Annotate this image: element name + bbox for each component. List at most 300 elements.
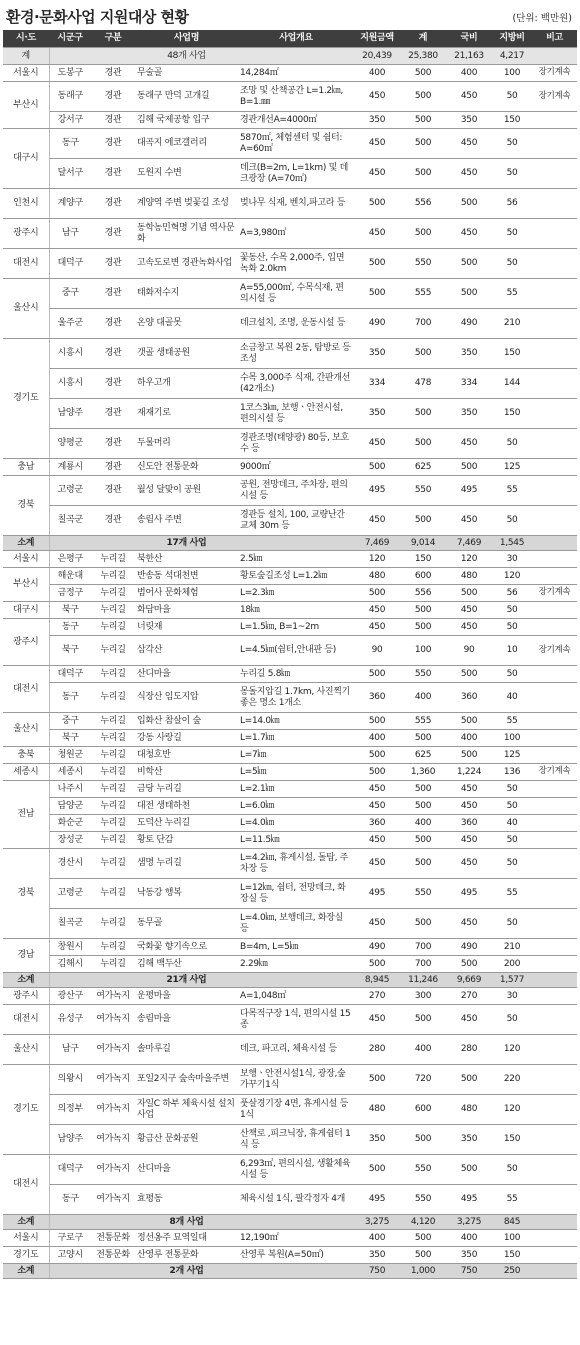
project-summary-cell: 14,284㎡ bbox=[238, 65, 354, 82]
sum-cell: 500 bbox=[400, 909, 446, 939]
support-amount-cell: 500 bbox=[354, 189, 400, 219]
sum-cell: 500 bbox=[400, 798, 446, 815]
subtotal-support: 7,469 bbox=[354, 536, 400, 551]
subtotal-count: 17개 사업 bbox=[135, 536, 238, 551]
remark-cell bbox=[532, 602, 577, 619]
subtotal-local: 1,577 bbox=[492, 973, 532, 988]
support-amount-cell: 450 bbox=[354, 129, 400, 159]
sigungu-cell: 해운대 bbox=[49, 568, 91, 585]
col-header: 시·도 bbox=[3, 30, 49, 48]
category-cell: 경관 bbox=[91, 112, 135, 129]
local-cell: 50 bbox=[492, 506, 532, 536]
local-cell: 50 bbox=[492, 619, 532, 636]
sigungu-cell: 의정부 bbox=[49, 1095, 91, 1125]
project-summary-cell: L=6.0㎞ bbox=[238, 798, 354, 815]
project-name-cell: 신도안 전통문화 bbox=[135, 459, 238, 476]
remark-cell bbox=[532, 476, 577, 506]
project-name-cell: 재재기로 bbox=[135, 399, 238, 429]
table-row bbox=[3, 459, 577, 476]
support-amount-cell: 90 bbox=[354, 636, 400, 666]
sigungu-cell: 창원시 bbox=[49, 939, 91, 956]
sigungu-cell: 담양군 bbox=[49, 798, 91, 815]
remark-cell bbox=[532, 1155, 577, 1185]
project-summary-cell: L=5㎞ bbox=[238, 764, 354, 781]
table-row bbox=[3, 1230, 577, 1247]
sido-cell: 충남 bbox=[3, 459, 49, 476]
category-cell: 전통문화 bbox=[91, 1247, 135, 1264]
sum-cell: 500 bbox=[400, 619, 446, 636]
empty-cell bbox=[49, 48, 91, 65]
remark-cell bbox=[532, 666, 577, 683]
support-amount-cell: 270 bbox=[354, 988, 400, 1005]
sum-cell: 500 bbox=[400, 339, 446, 369]
sido-cell: 서울시 bbox=[3, 1230, 49, 1247]
project-summary-cell: 누리길 5.8㎞ bbox=[238, 666, 354, 683]
project-name-cell: 산영루 전통문화 bbox=[135, 1247, 238, 1264]
project-summary-cell: 몽돌지압길 1.7km, 사진찍기 좋은 명소 1개소 bbox=[238, 683, 354, 713]
sigungu-cell: 달서구 bbox=[49, 159, 91, 189]
local-cell: 150 bbox=[492, 1247, 532, 1264]
national-cell: 450 bbox=[446, 602, 492, 619]
table-row bbox=[3, 683, 577, 713]
remark-cell bbox=[532, 815, 577, 832]
remark-cell bbox=[532, 1125, 577, 1155]
support-amount-cell: 450 bbox=[354, 602, 400, 619]
category-cell: 경관 bbox=[91, 279, 135, 309]
project-name-cell: 동무골 bbox=[135, 909, 238, 939]
sum-cell: 500 bbox=[400, 159, 446, 189]
table-row bbox=[3, 1185, 577, 1215]
category-cell: 여가녹지 bbox=[91, 1095, 135, 1125]
category-cell: 여가녹지 bbox=[91, 1125, 135, 1155]
project-summary-cell: L=14.0㎞ bbox=[238, 713, 354, 730]
support-amount-cell: 450 bbox=[354, 1005, 400, 1035]
project-name-cell: 갯골 생태공원 bbox=[135, 339, 238, 369]
project-name-cell: 대청호반 bbox=[135, 747, 238, 764]
local-cell: 50 bbox=[492, 1155, 532, 1185]
national-cell: 495 bbox=[446, 879, 492, 909]
table-row bbox=[3, 339, 577, 369]
remark-cell bbox=[532, 730, 577, 747]
national-cell: 350 bbox=[446, 399, 492, 429]
total-count: 48개 사업 bbox=[135, 48, 238, 65]
national-cell: 450 bbox=[446, 781, 492, 798]
category-cell: 경관 bbox=[91, 309, 135, 339]
remark-cell bbox=[532, 1005, 577, 1035]
remark-cell bbox=[532, 568, 577, 585]
sum-cell: 500 bbox=[400, 1247, 446, 1264]
subtotal-support: 750 bbox=[354, 1264, 400, 1279]
table-row bbox=[3, 849, 577, 879]
remark-cell: 장기계속 bbox=[532, 764, 577, 781]
project-summary-cell: 5870㎡, 체험센터 및 쉼터: A=60㎡ bbox=[238, 129, 354, 159]
project-summary-cell: 풋살경기장 4면, 휴게시설 등 1식 bbox=[238, 1095, 354, 1125]
project-summary-cell: 체육시설 1식, 팔각정자 4개 bbox=[238, 1185, 354, 1215]
project-summary-cell: 데크설치, 조명, 운동시설 등 bbox=[238, 309, 354, 339]
project-name-cell: 식장산 임도지압 bbox=[135, 683, 238, 713]
remark-cell bbox=[532, 279, 577, 309]
table-row bbox=[3, 666, 577, 683]
sum-cell: 556 bbox=[400, 189, 446, 219]
table-row bbox=[3, 82, 577, 112]
project-name-cell: 도덕산 누리길 bbox=[135, 815, 238, 832]
total-local: 4,217 bbox=[492, 48, 532, 65]
sigungu-cell: 동구 bbox=[49, 683, 91, 713]
project-name-cell: 도원지 수변 bbox=[135, 159, 238, 189]
support-amount-cell: 500 bbox=[354, 585, 400, 602]
sum-cell: 500 bbox=[400, 219, 446, 249]
national-cell: 280 bbox=[446, 1035, 492, 1065]
local-cell: 50 bbox=[492, 429, 532, 459]
sum-cell: 500 bbox=[400, 1125, 446, 1155]
table-row bbox=[3, 1095, 577, 1125]
national-cell: 450 bbox=[446, 429, 492, 459]
subtotal-row bbox=[3, 1264, 577, 1279]
project-summary-cell: 경관등 설치, 100, 교량난간교체 30m 등 bbox=[238, 506, 354, 536]
national-cell: 350 bbox=[446, 1247, 492, 1264]
sido-cell: 부산시 bbox=[3, 82, 49, 129]
total-national: 21,163 bbox=[446, 48, 492, 65]
category-cell: 경관 bbox=[91, 189, 135, 219]
sido-cell: 서울시 bbox=[3, 65, 49, 82]
national-cell: 450 bbox=[446, 798, 492, 815]
national-cell: 450 bbox=[446, 1005, 492, 1035]
project-summary-cell: A=55,000㎡, 수목식재, 편의시설 등 bbox=[238, 279, 354, 309]
national-cell: 450 bbox=[446, 849, 492, 879]
local-cell: 30 bbox=[492, 551, 532, 568]
sigungu-cell: 강서구 bbox=[49, 112, 91, 129]
table-row bbox=[3, 159, 577, 189]
national-cell: 495 bbox=[446, 476, 492, 506]
support-amount-cell: 350 bbox=[354, 1247, 400, 1264]
category-cell: 경관 bbox=[91, 459, 135, 476]
col-header: 지방비 bbox=[492, 30, 532, 48]
sigungu-cell: 나주시 bbox=[49, 781, 91, 798]
table-row bbox=[3, 129, 577, 159]
sum-cell: 500 bbox=[400, 1005, 446, 1035]
empty-cell bbox=[238, 48, 354, 65]
sum-cell: 100 bbox=[400, 636, 446, 666]
project-summary-cell: 산영루 복원(A=50㎡) bbox=[238, 1247, 354, 1264]
project-summary-cell: L=7㎞ bbox=[238, 747, 354, 764]
support-amount-cell: 500 bbox=[354, 1155, 400, 1185]
local-cell: 150 bbox=[492, 1125, 532, 1155]
project-name-cell: 황토 단감 bbox=[135, 832, 238, 849]
empty-cell bbox=[238, 973, 354, 988]
project-summary-cell: 보행ㆍ안전시설1식, 광장,숲가꾸기1식 bbox=[238, 1065, 354, 1095]
sum-cell: 500 bbox=[400, 429, 446, 459]
sum-cell: 500 bbox=[400, 129, 446, 159]
project-name-cell: 동래구 만덕 고개길 bbox=[135, 82, 238, 112]
project-summary-cell: 9000㎡ bbox=[238, 459, 354, 476]
col-header: 사업개요 bbox=[238, 30, 354, 48]
project-summary-cell: L=12㎞, 쉼터, 전망데크, 화장실 등 bbox=[238, 879, 354, 909]
table-row bbox=[3, 219, 577, 249]
project-name-cell: 송림마을 bbox=[135, 1005, 238, 1035]
total-label: 계 bbox=[3, 48, 49, 65]
empty-cell bbox=[91, 536, 135, 551]
empty-cell bbox=[49, 1215, 91, 1230]
project-name-cell: 삼각산 bbox=[135, 636, 238, 666]
project-summary-cell: 벚나무 식재, 벤치,파고라 등 bbox=[238, 189, 354, 219]
table-row bbox=[3, 112, 577, 129]
national-cell: 450 bbox=[446, 506, 492, 536]
sigungu-cell: 대덕구 bbox=[49, 249, 91, 279]
national-cell: 480 bbox=[446, 568, 492, 585]
category-cell: 경관 bbox=[91, 476, 135, 506]
table-row bbox=[3, 1155, 577, 1185]
category-cell: 누리길 bbox=[91, 956, 135, 973]
sigungu-cell: 북구 bbox=[49, 730, 91, 747]
support-amount-cell: 480 bbox=[354, 1095, 400, 1125]
sum-cell: 500 bbox=[400, 65, 446, 82]
project-name-cell: 북한산 bbox=[135, 551, 238, 568]
sido-cell: 대구시 bbox=[3, 129, 49, 189]
local-cell: 125 bbox=[492, 459, 532, 476]
remark-cell bbox=[532, 159, 577, 189]
category-cell: 경관 bbox=[91, 506, 135, 536]
remark-cell bbox=[532, 219, 577, 249]
sido-cell: 광주시 bbox=[3, 619, 49, 666]
sum-cell: 600 bbox=[400, 1095, 446, 1125]
remark-cell bbox=[532, 369, 577, 399]
local-cell: 50 bbox=[492, 849, 532, 879]
local-cell: 40 bbox=[492, 683, 532, 713]
support-amount-cell: 450 bbox=[354, 849, 400, 879]
project-name-cell: 너릿재 bbox=[135, 619, 238, 636]
project-name-cell: 송림사 주변 bbox=[135, 506, 238, 536]
remark-cell bbox=[532, 713, 577, 730]
category-cell: 누리길 bbox=[91, 798, 135, 815]
sum-cell: 550 bbox=[400, 249, 446, 279]
table-row bbox=[3, 1125, 577, 1155]
national-cell: 450 bbox=[446, 909, 492, 939]
empty-cell bbox=[91, 48, 135, 65]
table-row bbox=[3, 815, 577, 832]
remark-cell bbox=[532, 683, 577, 713]
local-cell: 100 bbox=[492, 65, 532, 82]
table-row bbox=[3, 939, 577, 956]
total-support: 20,439 bbox=[354, 48, 400, 65]
local-cell: 56 bbox=[492, 585, 532, 602]
national-cell: 500 bbox=[446, 666, 492, 683]
remark-cell bbox=[532, 459, 577, 476]
project-summary-cell: 6,293㎡, 편의시설, 생활체육시설 등 bbox=[238, 1155, 354, 1185]
empty-cell bbox=[532, 536, 577, 551]
local-cell: 150 bbox=[492, 339, 532, 369]
project-name-cell: 하우고개 bbox=[135, 369, 238, 399]
support-amount-cell: 120 bbox=[354, 551, 400, 568]
table-row bbox=[3, 369, 577, 399]
category-cell: 여가녹지 bbox=[91, 1065, 135, 1095]
support-amount-cell: 500 bbox=[354, 764, 400, 781]
table-row bbox=[3, 764, 577, 781]
national-cell: 450 bbox=[446, 219, 492, 249]
project-summary-cell: A=1,048㎡ bbox=[238, 988, 354, 1005]
support-amount-cell: 500 bbox=[354, 459, 400, 476]
national-cell: 400 bbox=[446, 1230, 492, 1247]
local-cell: 55 bbox=[492, 279, 532, 309]
project-summary-cell: L=2.3㎞ bbox=[238, 585, 354, 602]
local-cell: 50 bbox=[492, 249, 532, 279]
project-name-cell: 산디마을 bbox=[135, 1155, 238, 1185]
sum-cell: 600 bbox=[400, 568, 446, 585]
project-name-cell: 태화저수지 bbox=[135, 279, 238, 309]
sido-cell: 대구시 bbox=[3, 602, 49, 619]
category-cell: 여가녹지 bbox=[91, 1035, 135, 1065]
sum-cell: 500 bbox=[400, 730, 446, 747]
remark-cell bbox=[532, 551, 577, 568]
subtotal-national: 9,669 bbox=[446, 973, 492, 988]
support-amount-cell: 334 bbox=[354, 369, 400, 399]
sido-cell: 세종시 bbox=[3, 764, 49, 781]
table-row bbox=[3, 506, 577, 536]
sido-cell: 대전시 bbox=[3, 1155, 49, 1215]
category-cell: 경관 bbox=[91, 249, 135, 279]
project-name-cell: 월성 달맞이 공원 bbox=[135, 476, 238, 506]
national-cell: 450 bbox=[446, 619, 492, 636]
local-cell: 50 bbox=[492, 909, 532, 939]
subtotal-label: 소계 bbox=[3, 536, 49, 551]
empty-cell bbox=[238, 536, 354, 551]
category-cell: 누리길 bbox=[91, 879, 135, 909]
sigungu-cell: 북구 bbox=[49, 602, 91, 619]
project-name-cell: 산디마을 bbox=[135, 666, 238, 683]
project-name-cell: 화담마을 bbox=[135, 602, 238, 619]
project-name-cell: 자일C 하부 체육시설 설치사업 bbox=[135, 1095, 238, 1125]
table-row bbox=[3, 65, 577, 82]
empty-cell bbox=[532, 48, 577, 65]
remark-cell bbox=[532, 309, 577, 339]
sido-cell: 경기도 bbox=[3, 1247, 49, 1264]
unit-label: (단위: 백만원) bbox=[512, 13, 572, 24]
category-cell: 누리길 bbox=[91, 849, 135, 879]
sum-cell: 1,360 bbox=[400, 764, 446, 781]
project-summary-cell: L=1.7㎞ bbox=[238, 730, 354, 747]
subtotal-national: 7,469 bbox=[446, 536, 492, 551]
sigungu-cell: 경산시 bbox=[49, 849, 91, 879]
sum-cell: 500 bbox=[400, 399, 446, 429]
subtotal-local: 250 bbox=[492, 1264, 532, 1279]
category-cell: 누리길 bbox=[91, 602, 135, 619]
support-table bbox=[3, 30, 577, 1279]
col-header: 비고 bbox=[532, 30, 577, 48]
sigungu-cell: 동구 bbox=[49, 619, 91, 636]
table-row bbox=[3, 909, 577, 939]
sum-cell: 500 bbox=[400, 82, 446, 112]
remark-cell bbox=[532, 849, 577, 879]
remark-cell bbox=[532, 339, 577, 369]
sigungu-cell: 고양시 bbox=[49, 1247, 91, 1264]
sum-cell: 720 bbox=[400, 1065, 446, 1095]
local-cell: 50 bbox=[492, 832, 532, 849]
category-cell: 누리길 bbox=[91, 619, 135, 636]
sigungu-cell: 화순군 bbox=[49, 815, 91, 832]
national-cell: 120 bbox=[446, 551, 492, 568]
sum-cell: 700 bbox=[400, 956, 446, 973]
support-amount-cell: 350 bbox=[354, 1125, 400, 1155]
subtotal-local: 1,545 bbox=[492, 536, 532, 551]
category-cell: 경관 bbox=[91, 399, 135, 429]
national-cell: 450 bbox=[446, 832, 492, 849]
project-name-cell: 대전 생태하천 bbox=[135, 798, 238, 815]
table-row bbox=[3, 399, 577, 429]
table-row bbox=[3, 189, 577, 219]
remark-cell bbox=[532, 399, 577, 429]
project-summary-cell: L=1.5㎞, B=1~2m bbox=[238, 619, 354, 636]
local-cell: 55 bbox=[492, 1185, 532, 1215]
subtotal-support: 8,945 bbox=[354, 973, 400, 988]
table-row bbox=[3, 279, 577, 309]
local-cell: 150 bbox=[492, 112, 532, 129]
project-name-cell: 범어사 문화체험 bbox=[135, 585, 238, 602]
national-cell: 400 bbox=[446, 65, 492, 82]
sigungu-cell: 청원군 bbox=[49, 747, 91, 764]
category-cell: 여가녹지 bbox=[91, 988, 135, 1005]
table-row bbox=[3, 781, 577, 798]
sido-cell: 울산시 bbox=[3, 279, 49, 339]
national-cell: 360 bbox=[446, 683, 492, 713]
sigungu-cell: 울주군 bbox=[49, 309, 91, 339]
sum-cell: 500 bbox=[400, 506, 446, 536]
category-cell: 누리길 bbox=[91, 832, 135, 849]
sigungu-cell: 동구 bbox=[49, 129, 91, 159]
national-cell: 480 bbox=[446, 1095, 492, 1125]
sigungu-cell: 금정구 bbox=[49, 585, 91, 602]
support-amount-cell: 450 bbox=[354, 781, 400, 798]
sum-cell: 500 bbox=[400, 849, 446, 879]
support-amount-cell: 450 bbox=[354, 832, 400, 849]
empty-cell bbox=[49, 973, 91, 988]
local-cell: 144 bbox=[492, 369, 532, 399]
support-amount-cell: 490 bbox=[354, 939, 400, 956]
local-cell: 120 bbox=[492, 1035, 532, 1065]
category-cell: 누리길 bbox=[91, 781, 135, 798]
sido-cell: 경기도 bbox=[3, 339, 49, 459]
project-summary-cell: 소금창고 복원 2동, 탐방로 등 조성 bbox=[238, 339, 354, 369]
project-summary-cell: 데크(B=2m, L=1km) 및 데크광장 (A=70㎡) bbox=[238, 159, 354, 189]
sum-cell: 700 bbox=[400, 939, 446, 956]
subtotal-sum: 9,014 bbox=[400, 536, 446, 551]
empty-cell bbox=[49, 536, 91, 551]
sum-cell: 500 bbox=[400, 832, 446, 849]
sigungu-cell: 대덕구 bbox=[49, 1155, 91, 1185]
remark-cell bbox=[532, 249, 577, 279]
table-row bbox=[3, 309, 577, 339]
category-cell: 누리길 bbox=[91, 747, 135, 764]
remark-cell: 장기계속 bbox=[532, 65, 577, 82]
sido-cell: 울산시 bbox=[3, 1035, 49, 1065]
table-row bbox=[3, 636, 577, 666]
table-row bbox=[3, 730, 577, 747]
table-row bbox=[3, 747, 577, 764]
table-row bbox=[3, 988, 577, 1005]
sum-cell: 625 bbox=[400, 459, 446, 476]
col-header: 계 bbox=[400, 30, 446, 48]
subtotal-sum: 11,246 bbox=[400, 973, 446, 988]
sum-cell: 500 bbox=[400, 781, 446, 798]
support-amount-cell: 350 bbox=[354, 399, 400, 429]
sum-cell: 550 bbox=[400, 666, 446, 683]
sum-cell: 550 bbox=[400, 879, 446, 909]
table-row bbox=[3, 249, 577, 279]
support-amount-cell: 500 bbox=[354, 666, 400, 683]
remark-cell bbox=[532, 429, 577, 459]
remark-cell bbox=[532, 1035, 577, 1065]
remark-cell bbox=[532, 798, 577, 815]
local-cell: 120 bbox=[492, 1095, 532, 1125]
category-cell: 경관 bbox=[91, 339, 135, 369]
